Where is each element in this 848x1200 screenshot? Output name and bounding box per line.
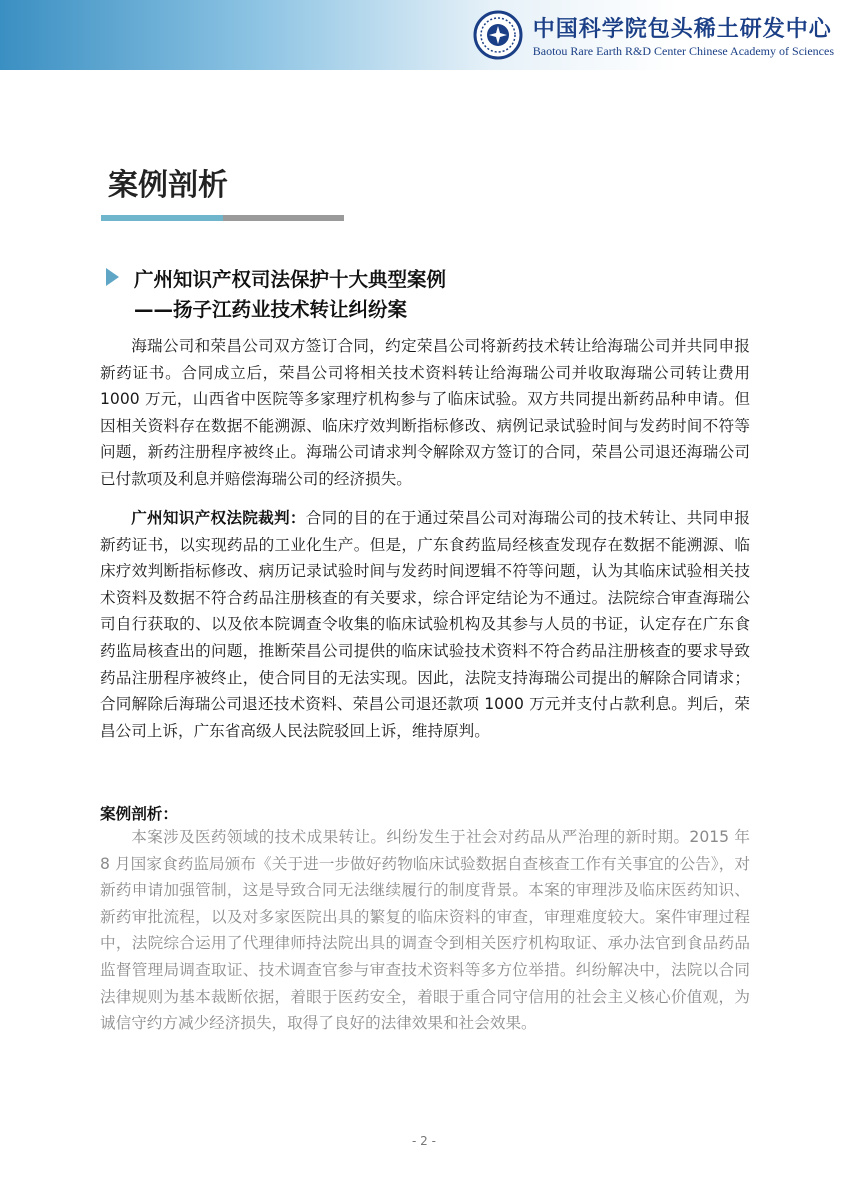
page-number: - 2 - (412, 1134, 436, 1148)
analysis-heading: 案例剖析： (100, 805, 178, 823)
case-title-line1: 广州知识产权司法保护十大典型案例 (134, 268, 447, 291)
org-name-en: Baotou Rare Earth R&D Center Chinese Academy of Sciences (532, 43, 834, 58)
section-title: 案例剖析 (108, 168, 228, 203)
ruling-text: 合同的目的在于通过荣昌公司对海瑞公司的技术转让、共同申报新药证书，以实现药品的工业化生产。但是，广东食药监局经核查发现存在数据不能溯源、临床疗效判断指标修改、病历记录试验时间与发药时间逻辑不符等问题，认为其临床试验相关技术资料及数据不符合药品注册核查的有关要求，综合评定结论为不通过。法院综合审查海瑞公司自行获取的、以及依本院调查令收集的临床试验机构及其参与人员的书证，认定存在广东食药监局核查出的问题，推断荣昌公司提供的临床试验技术资料不符合药品注册核查的要求导致药品注册程序被终止，使合同目的无法实现。因此，法院支持海瑞公司提出的解除合同请求；合同解除后海瑞公司退还技术资料、荣昌公司退还款项 1000 万元并支付占款利息。判后，荣昌公司上诉，广东省高级人民法院驳回上诉，维持原判。 (100, 509, 750, 740)
title-underline-teal (101, 215, 223, 221)
cas-emblem-icon (473, 10, 523, 60)
org-logo (473, 6, 834, 64)
case-title-line2: ——扬子江药业技术转让纠纷案 (134, 298, 408, 321)
case-facts-paragraph: 海瑞公司和荣昌公司双方签订合同，约定荣昌公司将新药技术转让给海瑞公司并共同申报新药证书。合同成立后，荣昌公司将相关技术资料转让给海瑞公司并收取海瑞公司转让费用 1000 万元，山西省中医院等多家理疗机构参与了临床试验。双方共同提出新药品种申请。但因相关资料存在数据不能溯源、临床疗效判断指标修改、病例记录试验时间与发药时间不符等问题，新药注册程序被终止。海瑞公司请求判令解除双方签订的合同，荣昌公司退还海瑞公司已付款项及利息并赔偿海瑞公司的经济损失。 (100, 337, 750, 488)
title-underline-gray (223, 215, 344, 221)
court-ruling-paragraph (100, 505, 750, 744)
org-name-cn: 中国科学院包头稀土研发中心 (532, 15, 832, 42)
ruling-label: 广州知识产权法院裁判： (131, 509, 306, 527)
analysis-paragraph: 本案涉及医药领域的技术成果转让。纠纷发生于社会对药品从严治理的新时期。2015 年 8 月国家食药监局颁布《关于进一步做好药物临床试验数据自查核查工作有关事宜的公告》，对新药申请加强管制，这是导致合同无法继续履行的制度背景。本案的审理涉及临床医药知识、新药审批流程，以及对多家医院出具的繁复的临床资料的审查，审理难度较大。案件审理过程中，法院综合运用了代理律师持法院出具的调查令到相关医疗机构取证、承办法官到食品药品监督管理局调查取证、技术调查官参与审查技术资料等多方位举措。纠纷解决中，法院以合同法律规则为基本裁断依据，着眼于医药安全，着眼于重合同守信用的社会主义核心价值观，为诚信守约方减少经济损失，取得了良好的法律效果和社会效果。 (100, 828, 750, 1033)
case-bullet-icon (106, 268, 119, 286)
